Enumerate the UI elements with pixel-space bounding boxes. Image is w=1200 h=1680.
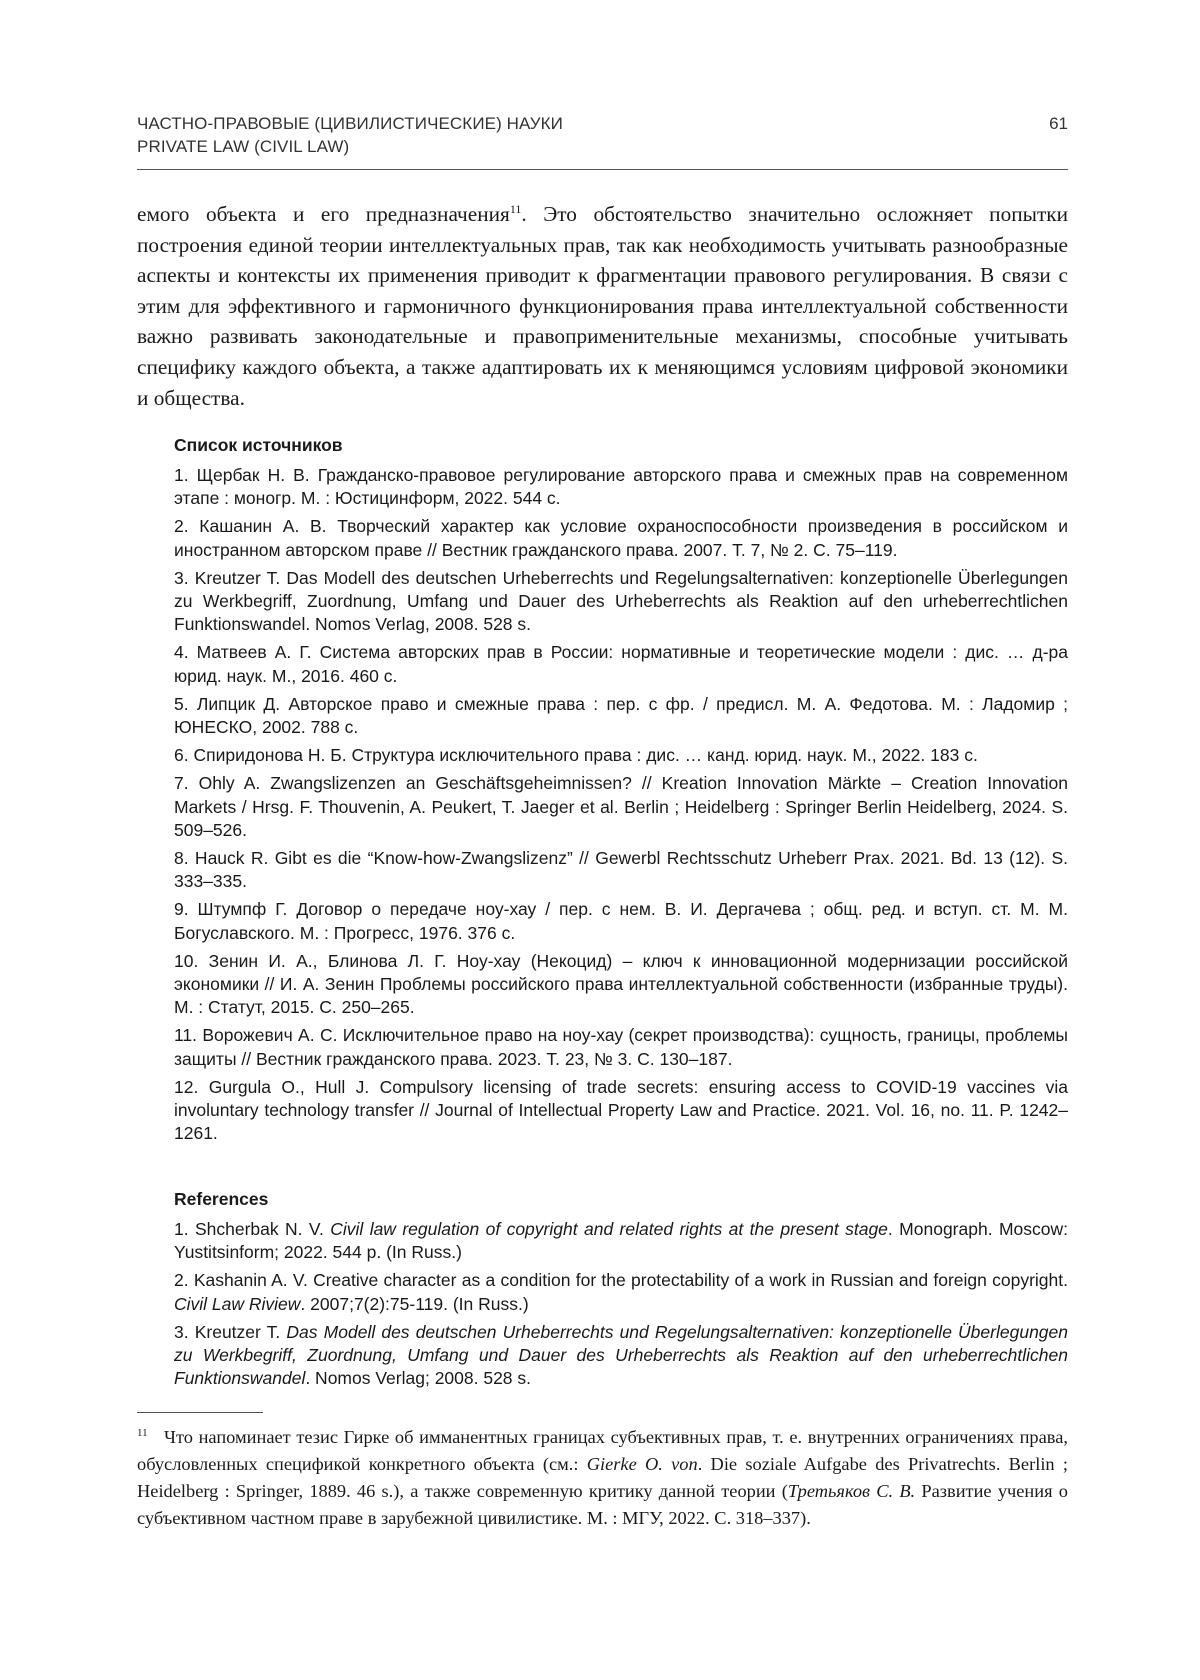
source-item: 3. Kreutzer T. Das Modell des deutschen Urheberrechts und Regelungsalternativen: konzeptionelle Überlegungen zu Werkbegriff, Zuordnung, Umfang und Dauer des Urheberrechts als Reaktion auf den urheberrechtlichen Funktionswandel. Nomos Verlag, 2008. 528 s.: [174, 567, 1068, 635]
reference-item: [174, 1269, 1068, 1315]
source-item: 9. Штумпф Г. Договор о передаче ноу-хау / пер. с нем. В. И. Дергачева ; общ. ред. и вступ. ст. М. М. Богуславского. М. : Прогресс, 1976. 376 с.: [174, 899, 1068, 943]
source-item: 1. Щербак Н. В. Гражданско-правовое регулирование авторского права и смежных прав на современном этапе : моногр. М. : Юстицинформ, 2022. 544 с.: [174, 465, 1068, 509]
journal-section-title-ru: ЧАСТНО-ПРАВОВЫЕ (ЦИВИЛИСТИЧЕСКИЕ) НАУКИ: [137, 114, 563, 133]
reference-item: [174, 1218, 1068, 1264]
source-item: 5. Липцик Д. Авторское право и смежные права : пер. с фр. / предисл. М. А. Федотова. М. : Ладомир ; ЮНЕСКО, 2002. 788 с.: [174, 693, 1068, 738]
reference-prefix: 1. Shcherbak N. V.: [174, 1219, 331, 1239]
source-item: 6. Спиридонова Н. Б. Структура исключительного права : дис. … канд. юрид. наук. М., 2022. 183 с.: [174, 745, 978, 766]
body-text-start: емого объекта и его предназначения: [137, 202, 510, 226]
sources-heading: Список источников: [174, 435, 343, 455]
sources-list: [174, 464, 1068, 1145]
reference-title: Civil Law Riview: [174, 1293, 301, 1314]
references-list: [174, 1218, 1068, 1390]
header-divider: [137, 169, 1068, 170]
footnote-divider: [137, 1412, 263, 1413]
source-item: 7. Ohly A. Zwangslizenzen an Geschäftsgeheimnissen? // Kreation Innovation Märkte – Creation Innovation Markets / Hrsg. F. Thouvenin, A. Peukert, T. Jaeger et al. Berlin ; Heidelberg : Springer Berlin Heidelberg, 2024. S. 509–526.: [174, 773, 1068, 840]
footnote-author: Gierke O. von: [586, 1454, 698, 1474]
footnote-author: Третьяков С. В.: [787, 1481, 916, 1501]
running-header: [137, 112, 1068, 158]
reference-suffix: . Nomos Verlag; 2008. 528 s.: [305, 1368, 532, 1389]
journal-section-title-en: PRIVATE LAW (CIVIL LAW): [137, 137, 350, 156]
sources-section: [174, 433, 1068, 1150]
source-item: 2. Кашанин А. В. Творческий характер как условие охраноспособности произведения в российском и иностранном авторском праве // Вестник гражданского права. 2007. Т. 7, № 2. С. 75–119.: [174, 516, 1068, 560]
reference-item: [174, 1321, 1068, 1391]
source-item: 8. Hauck R. Gibt es die “Know-how-Zwangslizenz” // Gewerbl Rechtsschutz Urheberr Prax. 2021. Bd. 13 (12). S. 333–335.: [174, 848, 1068, 892]
reference-title: Das Modell des deutschen Urheberrechts und Regelungsalternativen: konzeptionelle Überlegungen zu Werkbegriff, Zuordnung, Umfang und Dauer des Urheberrechts als Reaktion auf den urheberrechtlichen Funktionswandel: [174, 1321, 1068, 1389]
source-item: 10. Зенин И. А., Блинова Л. Г. Ноу-хау (Некоцид) – ключ к инновационной модернизации российской экономики // И. А. Зенин Проблемы российского права интеллектуальной собственности (избранные труды). М. : Статут, 2015. С. 250–265.: [174, 950, 1068, 1018]
reference-title: Civil law regulation of copyright and related rights at the present stage: [330, 1219, 888, 1239]
footnote: $^{11}$ Что напоминает тезис Гирке об имманентных границах субъективных прав, т. е. внутренних ограничениях права, обусловленных спецификой конкретного объекта (см.: Gierke O. von. Die soziale Aufgabe des Privatrechts. Berlin ; Heidelberg : Springer, 1889. 46 s.), а также современную критику данной теории (Третьяков С. В. Развитие учения о субъективном частном праве в зарубежной цивилистике. М. : МГУ, 2022. С. 318–337).: [137, 1426, 1068, 1528]
page-number: 61: [1049, 114, 1068, 133]
reference-suffix: . Monograph. Moscow: Yustitsinform; 2022. 544 p. (In Russ.): [174, 1219, 1069, 1263]
references-heading: References: [174, 1189, 269, 1209]
body-paragraph: [137, 199, 1068, 413]
source-item: 12. Gurgula O., Hull J. Compulsory licensing of trade secrets: ensuring access to COVID-19 vaccines via involuntary technology transfer // Journal of Intellectual Property Law and Practice. 2021. Vol. 16, no. 11. P. 1242–1261.: [174, 1076, 1068, 1144]
source-item: 4. Матвеев А. Г. Система авторских прав в России: нормативные и теоретические модели : дис. … д-ра юрид. наук. М., 2016. 460 с.: [174, 642, 1068, 686]
reference-prefix: 2. Kashanin A. V. Creative character as a condition for the protectability of a work in Russian and foreign copyright.: [174, 1270, 1068, 1291]
footnote-text: . Die soziale Aufgabe des Privatrechts. Berlin ; Heidelberg : Springer, 1889. 46 s.), а также современную критику данной теории (: [137, 1454, 1068, 1501]
source-item: 11. Ворожевич А. С. Исключительное право на ноу-хау (секрет производства): сущность, границы, проблемы защиты // Вестник гражданского права. 2023. Т. 23, № 3. С. 130–187.: [174, 1025, 1068, 1069]
body-text-rest: . Это обстоятельство значительно осложняет попытки построения единой теории интеллектуальных прав, так как необходимость учитывать разнообразные аспекты и контексты их применения приводит к фрагментации правового регулирования. В связи с этим для эффективного и гармоничного функционирования права интеллектуальной собственности важно развивать законодательные и правоприменительные механизмы, способные учитывать специфику каждого объекта, а также адаптировать их к меняющимся условиям цифровой экономики и общества.: [137, 202, 1068, 410]
footnote-reference[interactable]: 11: [509, 201, 522, 216]
reference-prefix: 3. Kreutzer T.: [174, 1321, 287, 1342]
footnote-text: Развитие учения о субъективном частном праве в зарубежной цивилистике. М. : МГУ, 2022. С. 318–337).: [137, 1481, 1068, 1528]
references-section: [174, 1187, 1068, 1395]
footnote-text: Что напоминает тезис Гирке об имманентных границах субъективных прав, т. е. внутренних ограничениях права, обусловленных спецификой конкретного объекта (см.:: [137, 1427, 1068, 1474]
reference-suffix: . 2007;7(2):75-119. (In Russ.): [300, 1293, 529, 1314]
